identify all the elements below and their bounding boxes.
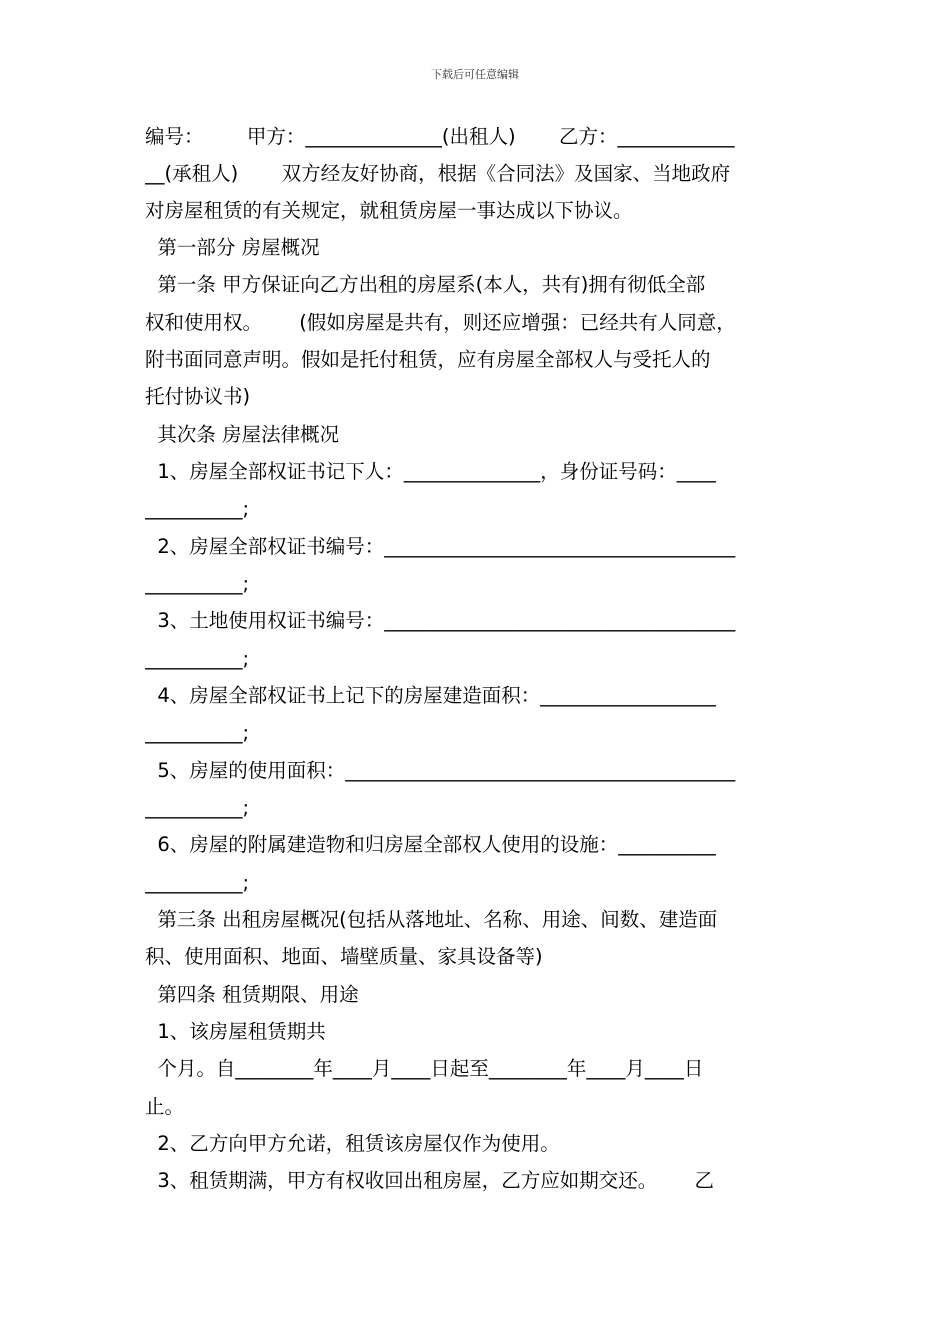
fill-in-line: 2、房屋全部权证书编号：____________________________________ [145, 535, 736, 558]
fill-in-line: 5、房屋的使用面积：________________________________________ [145, 759, 736, 782]
fill-in-line: 1、房屋全部权证书记下人：______________，身份证号码：____ [145, 460, 716, 483]
text-line: 积、使用面积、地面、墙壁质量、家具设备等) [145, 945, 543, 968]
section-heading: 第一部分 房屋概况 [145, 236, 320, 259]
text-line: 对房屋租赁的有关规定，就租赁房屋一事达成以下协议。 [145, 199, 633, 222]
fill-in-line: 3、土地使用权证书编号：____________________________________ [145, 609, 736, 632]
text-line: 第一条 甲方保证向乙方出租的房屋系(本人，共有)拥有彻低全部 [145, 273, 706, 296]
page-header: 下载后可任意编辑 [431, 68, 519, 81]
fill-in-line: __________; [145, 721, 250, 744]
article-heading: 其次条 房屋法律概况 [145, 423, 340, 446]
fill-in-line: __________; [145, 796, 250, 819]
fill-in-line: __________; [145, 647, 250, 670]
article-heading: 第四条 租赁期限、用途 [145, 983, 359, 1006]
text-line: 编号： 甲方：______________(出租人) 乙方：____________ [145, 125, 735, 148]
text-line: 1、该房屋租赁期共 [145, 1020, 326, 1043]
article-heading: 第三条 出租房屋概况(包括从落地址、名称、用途、间数、建造面 [145, 908, 718, 931]
text-line: 权和使用权。 (假如房屋是共有，则还应增强：已经共有人同意， [145, 311, 736, 334]
text-line: 止。 [145, 1095, 185, 1118]
text-line: __(承租人) 双方经友好协商，根据《合同法》及国家、当地政府 [145, 162, 731, 185]
text-line: 2、乙方向甲方允诺，租赁该房屋仅作为使用。 [145, 1132, 560, 1155]
text-line: 3、租赁期满，甲方有权收回出租房屋，乙方应如期交还。 乙 [145, 1169, 714, 1192]
fill-in-line: __________; [145, 871, 250, 894]
fill-in-line: 4、房屋全部权证书上记下的房屋建造面积：__________________ [145, 684, 716, 707]
text-line: 托付协议书) [145, 385, 251, 408]
fill-in-line: __________; [145, 572, 250, 595]
fill-in-line: 个月。自________年____月____日起至________年____月____日 [145, 1057, 704, 1080]
text-line: 附书面同意声明。假如是托付租赁，应有房屋全部权人与受托人的 [145, 348, 711, 371]
fill-in-line: __________; [145, 497, 250, 520]
fill-in-line: 6、房屋的附属建造物和归房屋全部权人使用的设施：__________ [145, 833, 716, 856]
